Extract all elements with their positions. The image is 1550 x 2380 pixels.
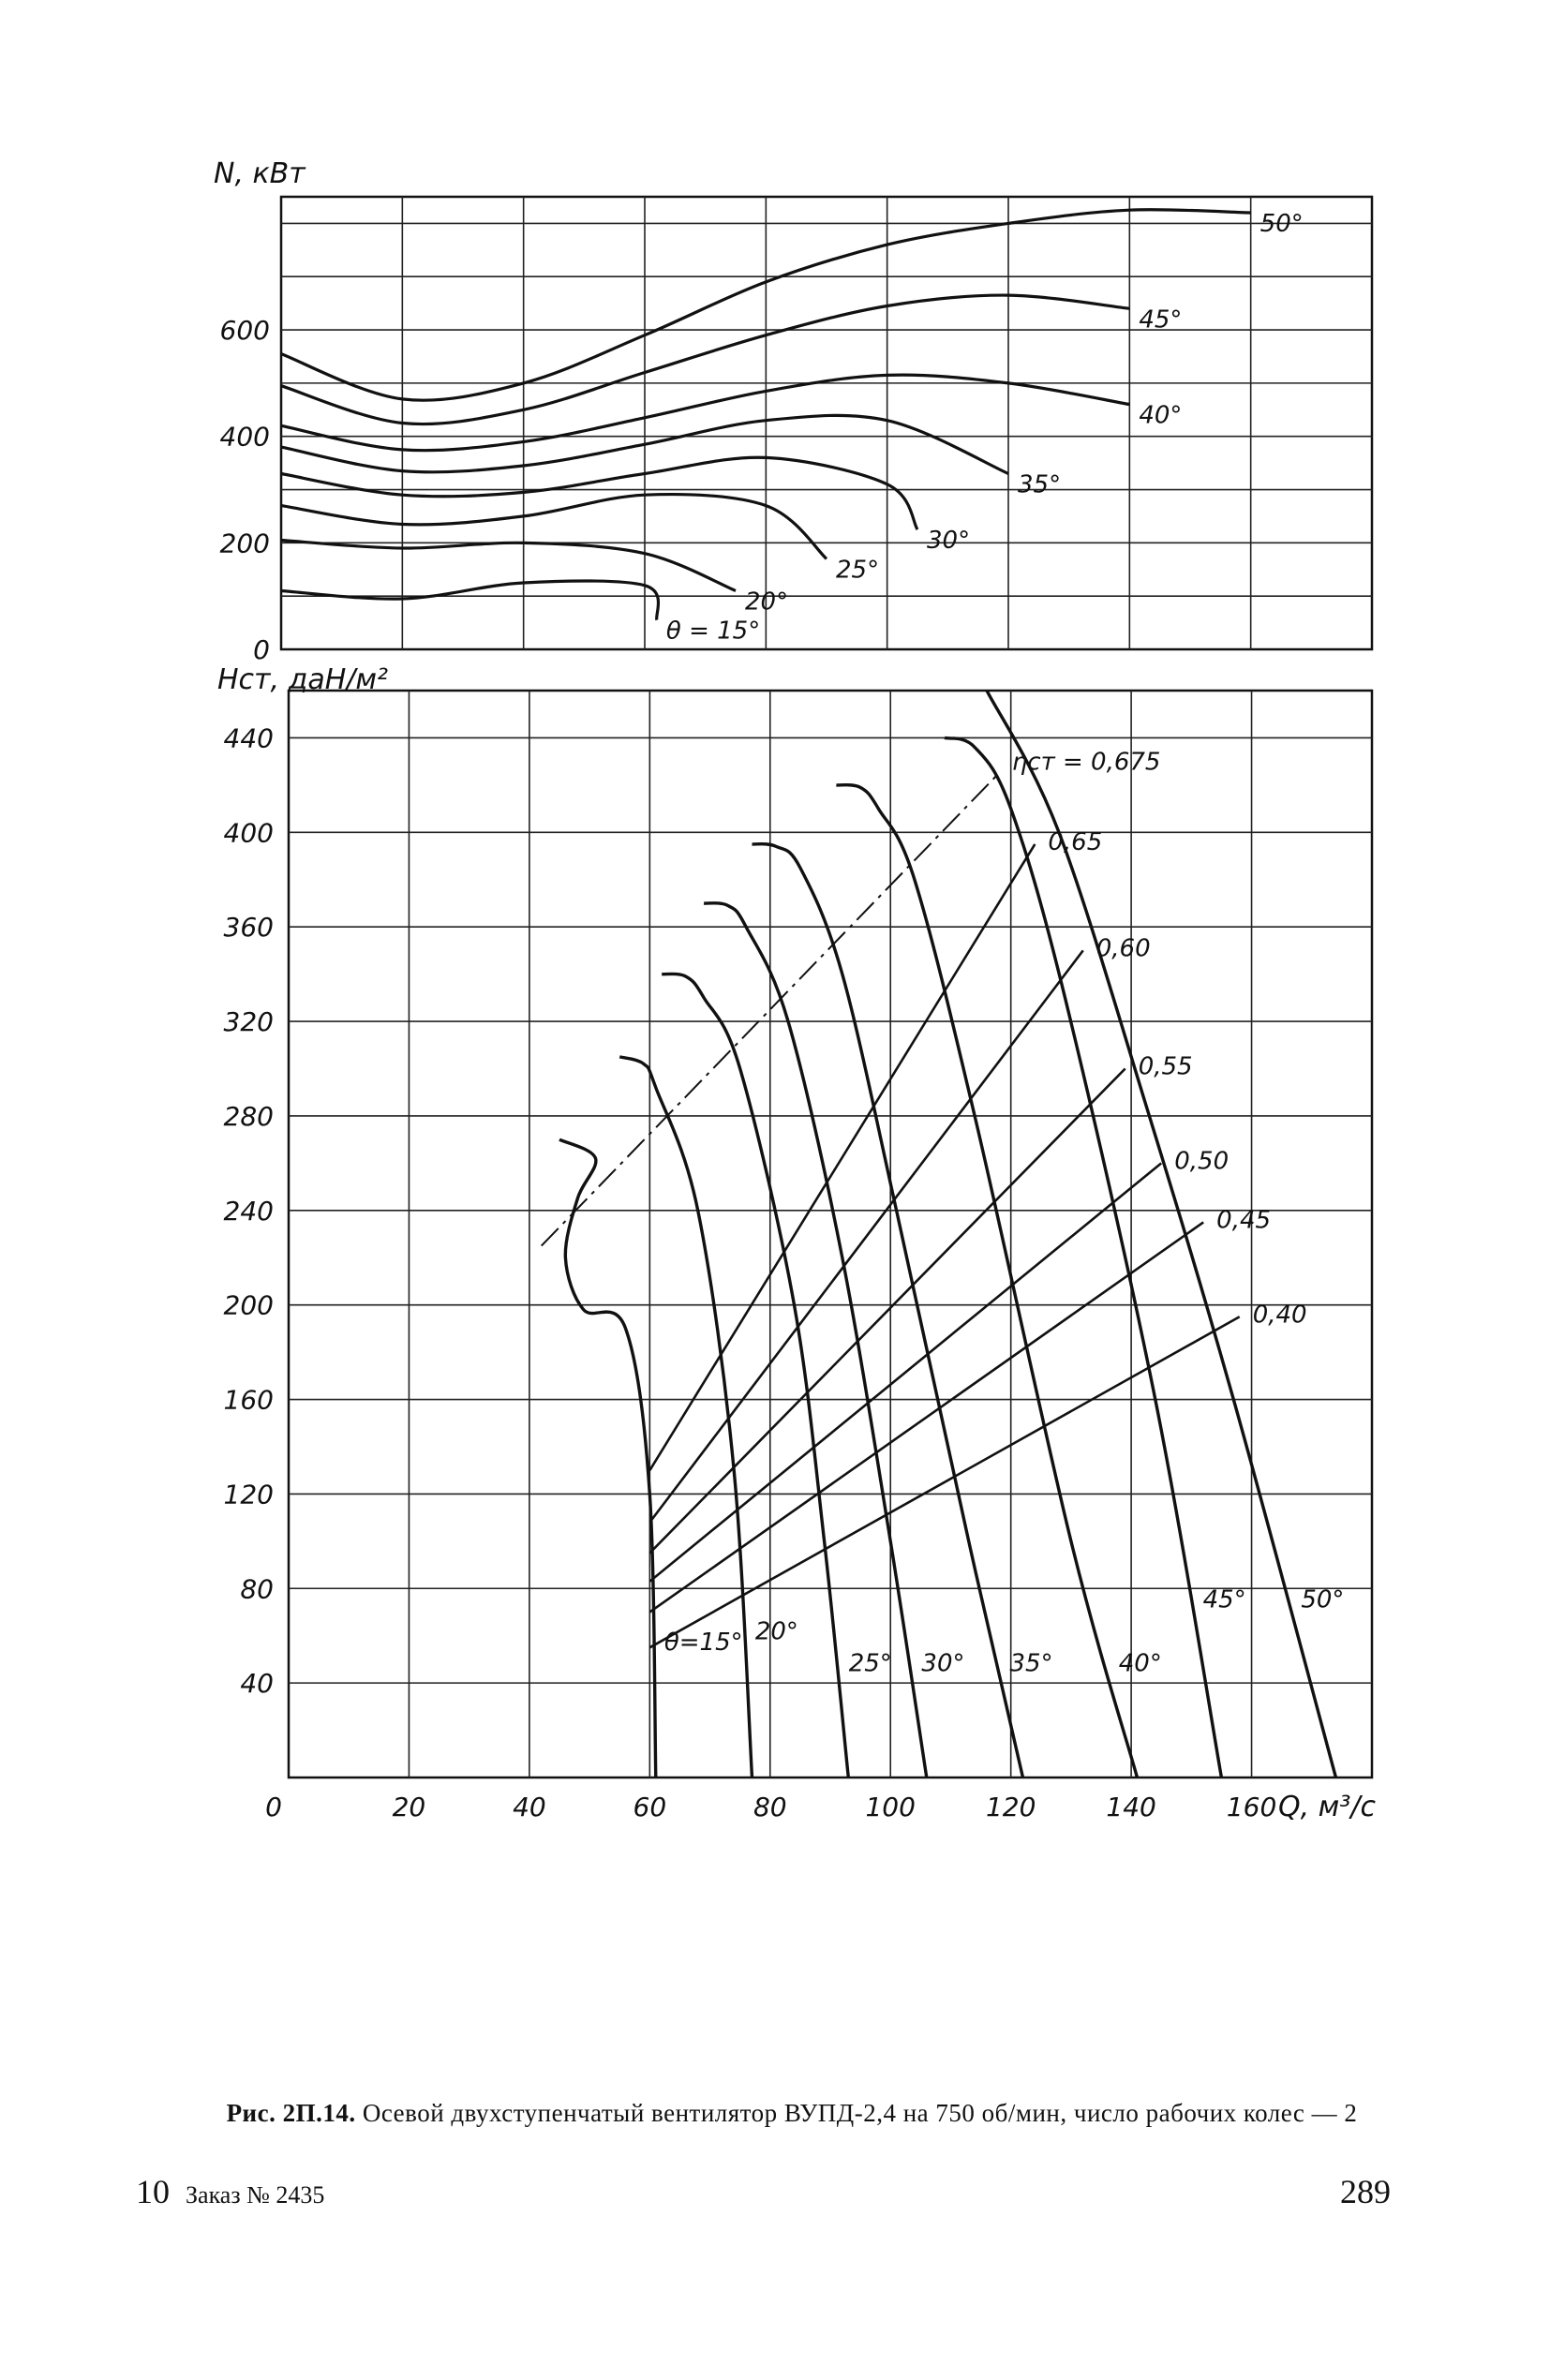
pressure-curve-label: 30° (921, 1649, 965, 1678)
power-axis-label: N, кВт (214, 157, 306, 190)
power-tick-label: 400 (219, 421, 270, 453)
pressure-y-tick-label: 440 (223, 722, 274, 754)
x-tick-label: 160 (1226, 1792, 1277, 1822)
pressure-curve-label: 50° (1301, 1585, 1345, 1614)
pressure-y-tick-label: 400 (223, 817, 274, 849)
pressure-y-tick-label: 200 (223, 1289, 274, 1321)
x-tick-label: 140 (1106, 1792, 1156, 1822)
power-curve-label: 20° (745, 588, 789, 617)
caption-text: Осевой двухступенчатый вентилятор ВУПД-2,4 на 750 об/мин, число рабочих колес — 2 (362, 2099, 1358, 2127)
x-axis-label: Q, м³/с (1278, 1791, 1376, 1823)
efficiency-label: ηст = 0,675 (1011, 748, 1161, 777)
x-tick-label: 120 (985, 1792, 1036, 1822)
efficiency-label: 0,45 (1216, 1206, 1272, 1235)
efficiency-label: 0,50 (1174, 1147, 1230, 1176)
pressure-y-tick-label: 360 (223, 912, 274, 944)
x-tick-label: 100 (865, 1792, 916, 1822)
power-tick-label: 600 (219, 315, 270, 347)
power-curve-label: θ = 15° (665, 617, 761, 646)
footer-left (136, 2172, 324, 2211)
power-tick-label: 200 (219, 528, 270, 559)
efficiency-label: 0,55 (1138, 1052, 1193, 1081)
pressure-y-tick-label: 40 (240, 1668, 274, 1700)
pressure-y-tick-label: 320 (223, 1006, 274, 1038)
pressure-y-tick-label: 240 (223, 1195, 274, 1227)
page-number: 289 (1340, 2173, 1391, 2210)
power-curve-label: 45° (1139, 305, 1183, 335)
power-curve-label: 25° (836, 556, 880, 585)
pressure-curve-label: 20° (754, 1617, 798, 1646)
pressure-y-tick-label: 160 (223, 1384, 274, 1416)
power-curve-label: 50° (1259, 210, 1304, 239)
power-tick-label: 0 (253, 634, 270, 665)
order-number: Заказ № 2435 (186, 2181, 325, 2209)
power-curve-label: 40° (1139, 401, 1183, 430)
sheet-number: 10 (136, 2173, 170, 2210)
pressure-curve-label: 35° (1009, 1649, 1053, 1678)
x-tick-label: 0 (265, 1792, 282, 1822)
pressure-axis-label: Hст, даН/м² (217, 663, 389, 696)
figure-caption (197, 2099, 1387, 2127)
pressure-curve-label: 25° (848, 1649, 892, 1678)
efficiency-label: 0,40 (1252, 1301, 1307, 1330)
efficiency-label: 0,60 (1095, 934, 1151, 963)
pressure-curve-label: θ=15° (663, 1628, 743, 1657)
pressure-curve-label: 45° (1202, 1585, 1246, 1614)
x-tick-label: 40 (513, 1792, 546, 1822)
x-tick-label: 80 (753, 1792, 787, 1822)
x-tick-label: 60 (633, 1792, 667, 1822)
pressure-y-tick-label: 120 (223, 1479, 274, 1510)
pressure-y-tick-label: 280 (223, 1100, 274, 1132)
power-curve-label: 30° (927, 527, 971, 556)
efficiency-label: 0,65 (1048, 827, 1103, 856)
caption-prefix: Рис. 2П.14. (226, 2099, 356, 2127)
pressure-curve-label: 40° (1118, 1649, 1162, 1678)
power-curve-label: 35° (1018, 470, 1062, 499)
pressure-y-tick-label: 80 (240, 1573, 274, 1605)
x-tick-label: 20 (392, 1792, 426, 1822)
